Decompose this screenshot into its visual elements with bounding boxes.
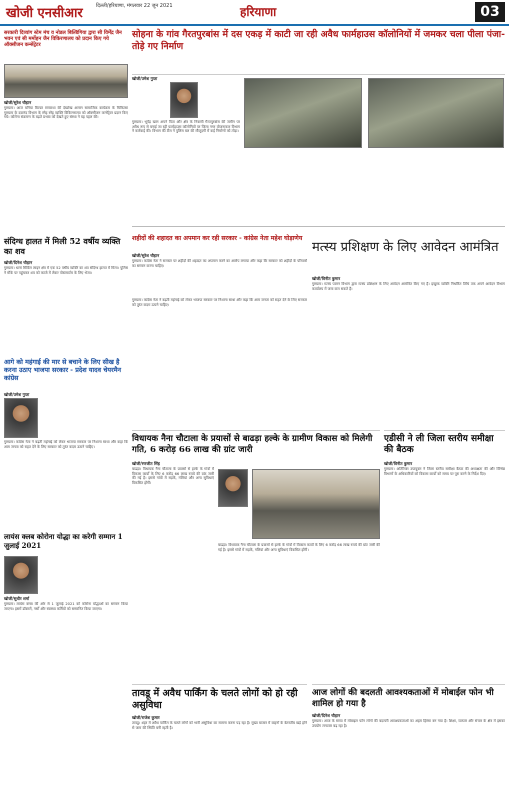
article-fisheries [312,240,505,420]
article-body: गुरुग्राम। कांग्रेस नेता ने बढ़ती महंगाई को लेकर भाजपा सरकार पर निशाना साधा और कहा कि आम जनता को राहत देने के लिए सरकार को तुरंत कदम उठाने चाहिए। [132,298,307,307]
article-photo [244,78,362,148]
article-body: गुरुग्राम। भूपेंद्र खान अपने पिता और क्षेत्र के निवासी गैरतपुरबांस की जमीन पर अवैध रूप से बनाई जा रही फार्महाउस कॉलोनियों पर जिला नगर योजनाकार विभाग ने कार्रवाई की। विभाग की टीम ने पुलिस बल की मौजूदगी में कई निर्माणों को तोड़ा। [132,120,240,134]
masthead [0,0,509,26]
article-photo [252,469,380,539]
farmhouse-columns [132,76,505,234]
article-photo [4,64,128,98]
article-body-found [4,236,128,356]
article-headline: एडीसी ने ली जिला स्तरीय समीक्षा की बैठक [384,434,494,455]
article-illegal-parking [132,684,307,796]
article-headline: आज लोगों की बदलती आवश्यकताओं में मोबाईल फोन भी शामिल हो गया है [312,688,494,709]
article-photo [4,398,38,438]
newspaper-logo: खोजी एनसीआर [6,6,83,21]
divider [132,226,505,227]
article-body: बाढड़ा। विधायक नैना चौटाला के प्रयासों से हल्के के गांवों में विकास कार्यों के लिए 6 करोड़ 66 लाख रुपये की ग्रांट जारी की गई है। इससे गांवों में सड़कें, गलियां और अन्य सुविधाएं विकसित होंगी। [218,543,380,552]
article-oxygen [4,30,128,230]
article-byline: खोजी/विनीत कुमार [312,276,341,281]
article-headline: सोहना के गांव गैरतपुरबांस में दस एकड़ में काटी जा रही अवैध फार्महाउस कॉलोनियों में जमकर चला पीला पंजा-तोड़े गए निर्माण [132,29,505,52]
article-body: गुरुग्राम। अतिरिक्त उपायुक्त ने जिला स्तरीय समीक्षा बैठक की अध्यक्षता की और विभिन्न विभागों के अधिकारियों को विकास कार्यों को समय पर पूरा करने के निर्देश दिए। [384,467,505,476]
article-mla-grant [132,430,380,680]
article-byline: खोजी/राजेश कुमार [132,715,160,720]
article-byline: खोजी/विनीत कुमार [384,461,413,466]
article-headline: मत्स्य प्रशिक्षण के लिए आवेदन आमंत्रित [312,240,499,255]
article-mehangai-continued [132,298,307,428]
article-headline: आगे को महंगाई की मार से बचाने के लिए सीख है करना उठाए भाजपा सरकार - प्रदेश यादव चेयरमैन कांग्रेस [4,358,122,382]
article-byline: खोजी/रणजीत सिंह [132,461,160,466]
article-photo [218,469,248,507]
article-headline: विधायक नैना चौटाला के प्रयासों से बाढड़ा हल्के के ग्रामीण विकास को मिलेगी गति, 6 करोड़ 66 लाख की ग्रांट जारी [132,434,373,455]
article-inflation [4,358,128,528]
article-adc-meeting [384,430,505,680]
article-body: तावडू। शहर में अवैध पार्किंग के चलते लोगों को भारी असुविधा का सामना करना पड़ रहा है। मुख्य बाजार में वाहनों के बेतरतीब खड़े होने से जाम की स्थिति बनी रहती है। [132,721,307,730]
article-body: गुरुग्राम। कांग्रेस नेता ने बढ़ती महंगाई को लेकर भाजपा सरकार पर निशाना साधा और कहा कि आम जनता को राहत देने के लिए सरकार को तुरंत कदम उठाने चाहिए। [4,440,128,449]
article-body: गुरुग्राम। थाना सिविल लाइन क्षेत्र में एक 52 वर्षीय व्यक्ति का शव संदिग्ध हालत में मिला। पुलिस ने मौके पर पहुंचकर शव को कब्जे में लेकर पोस्टमार्टम के लिए भेजा। [4,266,128,275]
article-byline: खोजी/सुरेश चौहान [4,100,32,105]
article-photo [368,78,504,148]
dateline: दिल्ली/हरियाणा, मंगलवार 22 जून 2021 [96,3,173,9]
article-headline: लायंस क्लब कोरोना योद्धा का करेगी सम्मान 1 जुलाई 2021 [4,532,123,550]
article-farmhouse [132,29,505,75]
article-byline: खोजी/सुरेश चौहान [132,253,160,258]
article-lions-club [4,532,128,796]
article-headline: तावडू में अवैध पार्किंग के चलते लोगों को हो रही असुविधा [132,688,298,711]
article-byline: खोजी/उमेश गुप्ता [4,392,30,397]
article-mobile-phone [312,684,505,796]
article-headline: शहीदों की शहादत का अपमान कर रही सरकार - कांग्रेस नेता महेश घोड़ाणेय [132,235,303,242]
article-byline: खोजी/सुधीर शर्मा [4,596,30,601]
article-body: गुरुग्राम। आज बनिया बिल्डर रामकथा की देखरेख अरबन सामाजिक कार्यक्रम के चिकित्सा गुरुग्राम के दयानंद विभाग के स्नेह स्नेह व्यक्ति विकिरणालय को ऑक्सीजन कन्सेंट्रेटर प्रदान किए गये। कोरोना संक्रमण के बढ़ते प्रभाव को देखते हुए संस्था ने यह पहल की। [4,106,128,120]
article-photo [4,556,38,594]
article-martyrs [132,235,307,295]
article-body: बाढड़ा। विधायक नैना चौटाला के प्रयासों से हल्के के गांवों में विकास कार्यों के लिए 6 करोड़ 66 लाख रुपये की ग्रांट जारी की गई है। इससे गांवों में सड़कें, गलियां और अन्य सुविधाएं विकसित होंगी। [132,467,214,485]
article-body: गुरुग्राम। कांग्रेस नेता ने सरकार पर शहीदों की शहादत का अपमान करने का आरोप लगाया और कहा कि सरकार को शहीदों के परिवारों का सम्मान करना चाहिए। [132,259,307,268]
page-number: 03 [475,2,505,22]
article-headline: संदिग्ध हालत में मिली 52 वर्षीय व्यक्ति का शव [4,236,121,256]
article-byline: खोजी/दिनेश चौहान [312,713,341,718]
article-body: गुरुग्राम। मत्स्य पालन विभाग द्वारा मत्स्य प्रशिक्षण के लिए आवेदन आमंत्रित किए गए हैं। इच्छुक व्यक्ति निर्धारित तिथि तक अपने आवेदन विभाग कार्यालय में जमा करा सकते हैं। [312,282,505,291]
article-body: गुरुग्राम। आज के समय में मोबाइल फोन लोगों की बदलती आवश्यकताओं का अहम हिस्सा बन गया है। शिक्षा, व्यापार और संचार के क्षेत्र में इसका उपयोग लगातार बढ़ रहा है। [312,719,505,728]
article-photo [170,82,198,118]
article-headline: सरकारी दिव्यांग स्टेम मंच व नोडल बिल्डिंगिया द्वारा सी विर्मेंद्र जैन भवन एवं सी मर्मोहन जैन विकिरणालय को प्रदान किए गये ऑक्सीजन कन्सेंट्रेटर [4,30,122,49]
article-body: गुरुग्राम। लायंस क्लब की ओर से 1 जुलाई 2021 को कोरोना योद्धाओं का सम्मान किया जाएगा। इसमें डॉक्टरों, नर्सों और स्वास्थ्य कर्मियों को सम्मानित किया जाएगा। [4,602,128,611]
article-byline: खोजी/उमेश गुप्ता [132,76,158,81]
article-byline: खोजी/दिनेश चौहान [4,260,33,265]
section-title: हरियाणा [240,5,277,19]
